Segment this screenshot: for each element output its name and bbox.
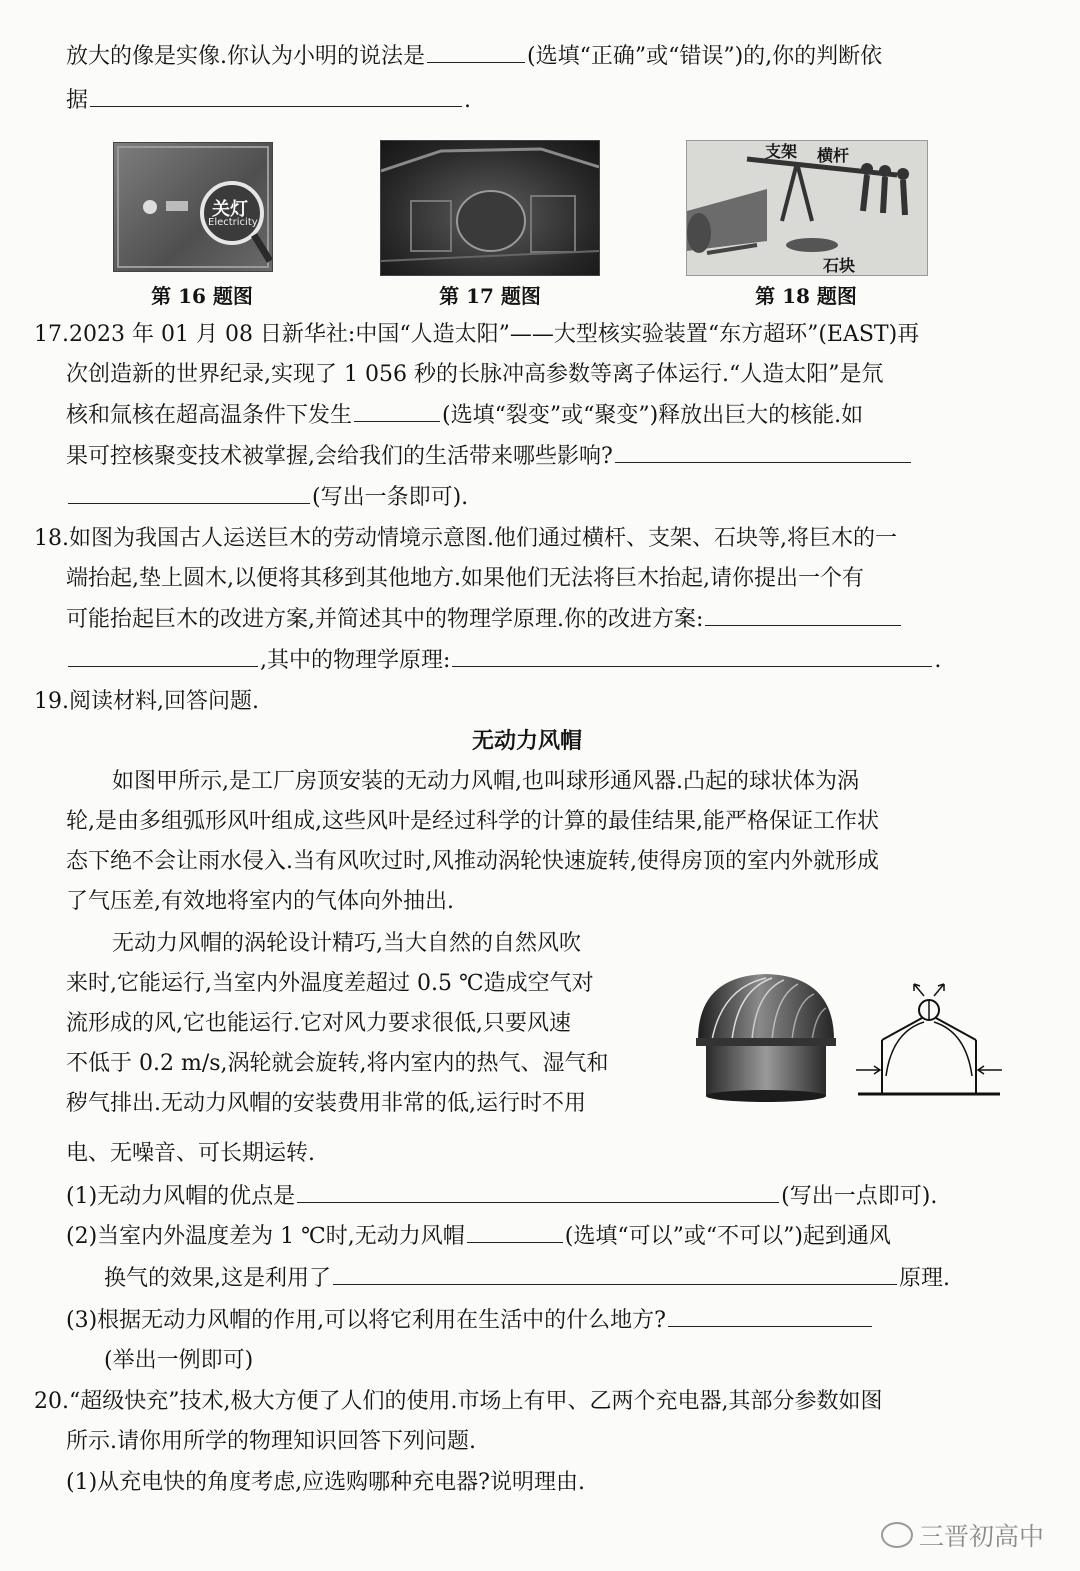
q19-article-title: 无动力风帽	[472, 728, 583, 754]
ventilation-diagram	[852, 980, 1006, 1100]
answer-blank[interactable]	[452, 644, 932, 667]
q17-text-d: (写出一条即可).	[312, 485, 469, 510]
q16-text-d: .	[464, 88, 472, 113]
q19-sub2-text-d: 原理.	[899, 1266, 950, 1291]
q18-text-b: ,其中的物理学原理:	[260, 648, 451, 673]
ventilation-diagram-drawing	[852, 980, 1006, 1100]
q18-text-a: 可能抬起巨木的改进方案,并简述其中的物理学原理.你的改进方案:	[66, 607, 704, 632]
q19-sub3	[66, 1304, 874, 1338]
q19-p2-line2: 来时,它能运行,当室内外温度差超过 0.5 ℃造成空气对	[66, 971, 594, 996]
q19-sub1-text-a: (1)无动力风帽的优点是	[66, 1184, 296, 1209]
fig18-label-stone: 石块	[823, 256, 856, 275]
q18-line4	[66, 644, 941, 678]
q18-line1: 18.如图为我国古人运送巨木的劳动情境示意图.他们通过横杆、支架、石块等,将巨木的一	[34, 526, 897, 551]
q19-sub2-text-a: (2)当室内外温度差为 1 ℃时,无动力风帽	[66, 1224, 465, 1249]
q17-text-b: (选填“裂变”或“聚变”)释放出巨大的核能.如	[442, 403, 864, 428]
q17-line2: 次创造新的世界纪录,实现了 1 056 秒的长脉冲高参数等离子体运行.“人造太阳”是氘	[66, 362, 884, 387]
q18-text-c: .	[934, 648, 942, 673]
fig18-photo	[686, 140, 928, 276]
answer-blank[interactable]	[68, 644, 258, 667]
fig18-label-support: 支架	[765, 142, 798, 161]
q19-p1-line4: 了气压差,有效地将室内的气体向外抽出.	[66, 889, 454, 914]
answer-blank[interactable]	[297, 1180, 779, 1203]
fig17-drawing	[381, 141, 599, 275]
fig16-caption: 第 16 题图	[151, 284, 253, 308]
fig18-caption: 第 18 题图	[755, 284, 857, 308]
answer-blank[interactable]	[354, 399, 440, 422]
q19-p1-line3: 态下绝不会让雨水侵入.当有风吹过时,风推动涡轮快速旋转,使得房顶的室内外就形成	[66, 849, 879, 874]
q19-sub1-text-b: (写出一点即可).	[781, 1184, 938, 1209]
answer-blank[interactable]	[615, 440, 911, 463]
answer-blank[interactable]	[90, 84, 462, 107]
q17-line1: 17.2023 年 01 月 08 日新华社:中国“人造太阳”——大型核实验装置“东方超环”(EAST)再	[34, 322, 920, 347]
fig16-sign-text: 关灯	[212, 199, 248, 220]
q16-line2	[66, 84, 471, 118]
q17-text-a: 核和氚核在超高温条件下发生	[66, 403, 353, 428]
q20-line1: 20.“超级快充”技术,极大方便了人们的使用.市场上有甲、乙两个充电器,其部分参数如图	[34, 1389, 883, 1414]
answer-blank[interactable]	[668, 1304, 872, 1327]
answer-blank[interactable]	[333, 1262, 897, 1285]
answer-blank[interactable]	[427, 40, 525, 63]
watermark-text: 三晋初高中	[918, 1522, 1044, 1551]
q19-sub3-text-a: (3)根据无动力风帽的作用,可以将它利用在生活中的什么地方?	[66, 1308, 666, 1333]
fig16-photo	[113, 142, 273, 272]
q19-sub1	[66, 1180, 937, 1214]
watermark	[881, 1517, 1044, 1553]
answer-blank[interactable]	[68, 481, 310, 504]
q19-line1: 19.阅读材料,回答问题.	[34, 689, 259, 714]
q19-sub2	[66, 1220, 891, 1254]
q20-line2: 所示.请你用所学的物理知识回答下列问题.	[66, 1429, 476, 1454]
q19-sub3-text-b: (举出一例即可)	[104, 1348, 254, 1373]
fig16-sign-small: Electricity	[208, 217, 258, 228]
q17-line5	[66, 481, 468, 515]
q18-line2: 端抬起,垫上圆木,以便将其移到其他地方.如果他们无法将巨木抬起,请你提出一个有	[66, 566, 864, 591]
wechat-icon	[881, 1522, 913, 1548]
q19-p2-line1: 无动力风帽的涡轮设计精巧,当大自然的自然风吹	[112, 931, 581, 956]
q17-text-c: 果可控核聚变技术被掌握,会给我们的生活带来哪些影响?	[66, 444, 613, 469]
q17-line3	[66, 399, 863, 433]
ventilator-drawing	[692, 968, 840, 1104]
fig17-photo	[380, 140, 600, 276]
q19-sub2-cont	[104, 1262, 950, 1296]
q16-line1	[66, 40, 882, 74]
answer-blank[interactable]	[467, 1220, 563, 1243]
q19-sub2-text-c: 换气的效果,这是利用了	[104, 1266, 331, 1291]
q16-text-a: 放大的像是实像.你认为小明的说法是	[66, 44, 425, 69]
q16-text-b: (选填“正确”或“错误”)的,你的判断依	[527, 44, 883, 69]
q19-p1-line1: 如图甲所示,是工厂房顶安装的无动力风帽,也叫球形通风器.凸起的球状体为涡	[112, 769, 859, 794]
q19-sub2-text-b: (选填“可以”或“不可以”)起到通风	[564, 1224, 891, 1249]
fig18-label-bar: 横杆	[817, 146, 850, 165]
q17-line4	[66, 440, 913, 474]
ventilator-photo	[692, 968, 840, 1104]
fig18-drawing	[687, 141, 927, 275]
q19-p2-line3: 流形成的风,它也能运行.它对风力要求很低,只要风速	[66, 1011, 571, 1036]
fig17-caption: 第 17 题图	[439, 284, 541, 308]
q20-sub1: (1)从充电快的角度考虑,应选购哪种充电器?说明理由.	[66, 1470, 585, 1495]
answer-blank[interactable]	[705, 603, 901, 626]
q18-line3	[66, 603, 903, 637]
q19-p2-line5: 秽气排出.无动力风帽的安装费用非常的低,运行时不用	[66, 1091, 586, 1116]
q19-p1-line2: 轮,是由多组弧形风叶组成,这些风叶是经过科学的计算的最佳结果,能严格保证工作状	[66, 809, 879, 834]
q19-p2-line4: 不低于 0.2 m/s,涡轮就会旋转,将内室内的热气、湿气和	[66, 1051, 609, 1076]
q16-text-c: 据	[66, 88, 89, 113]
fig16-drawing	[114, 143, 272, 271]
q19-p2-line6: 电、无噪音、可长期运转.	[66, 1141, 315, 1166]
